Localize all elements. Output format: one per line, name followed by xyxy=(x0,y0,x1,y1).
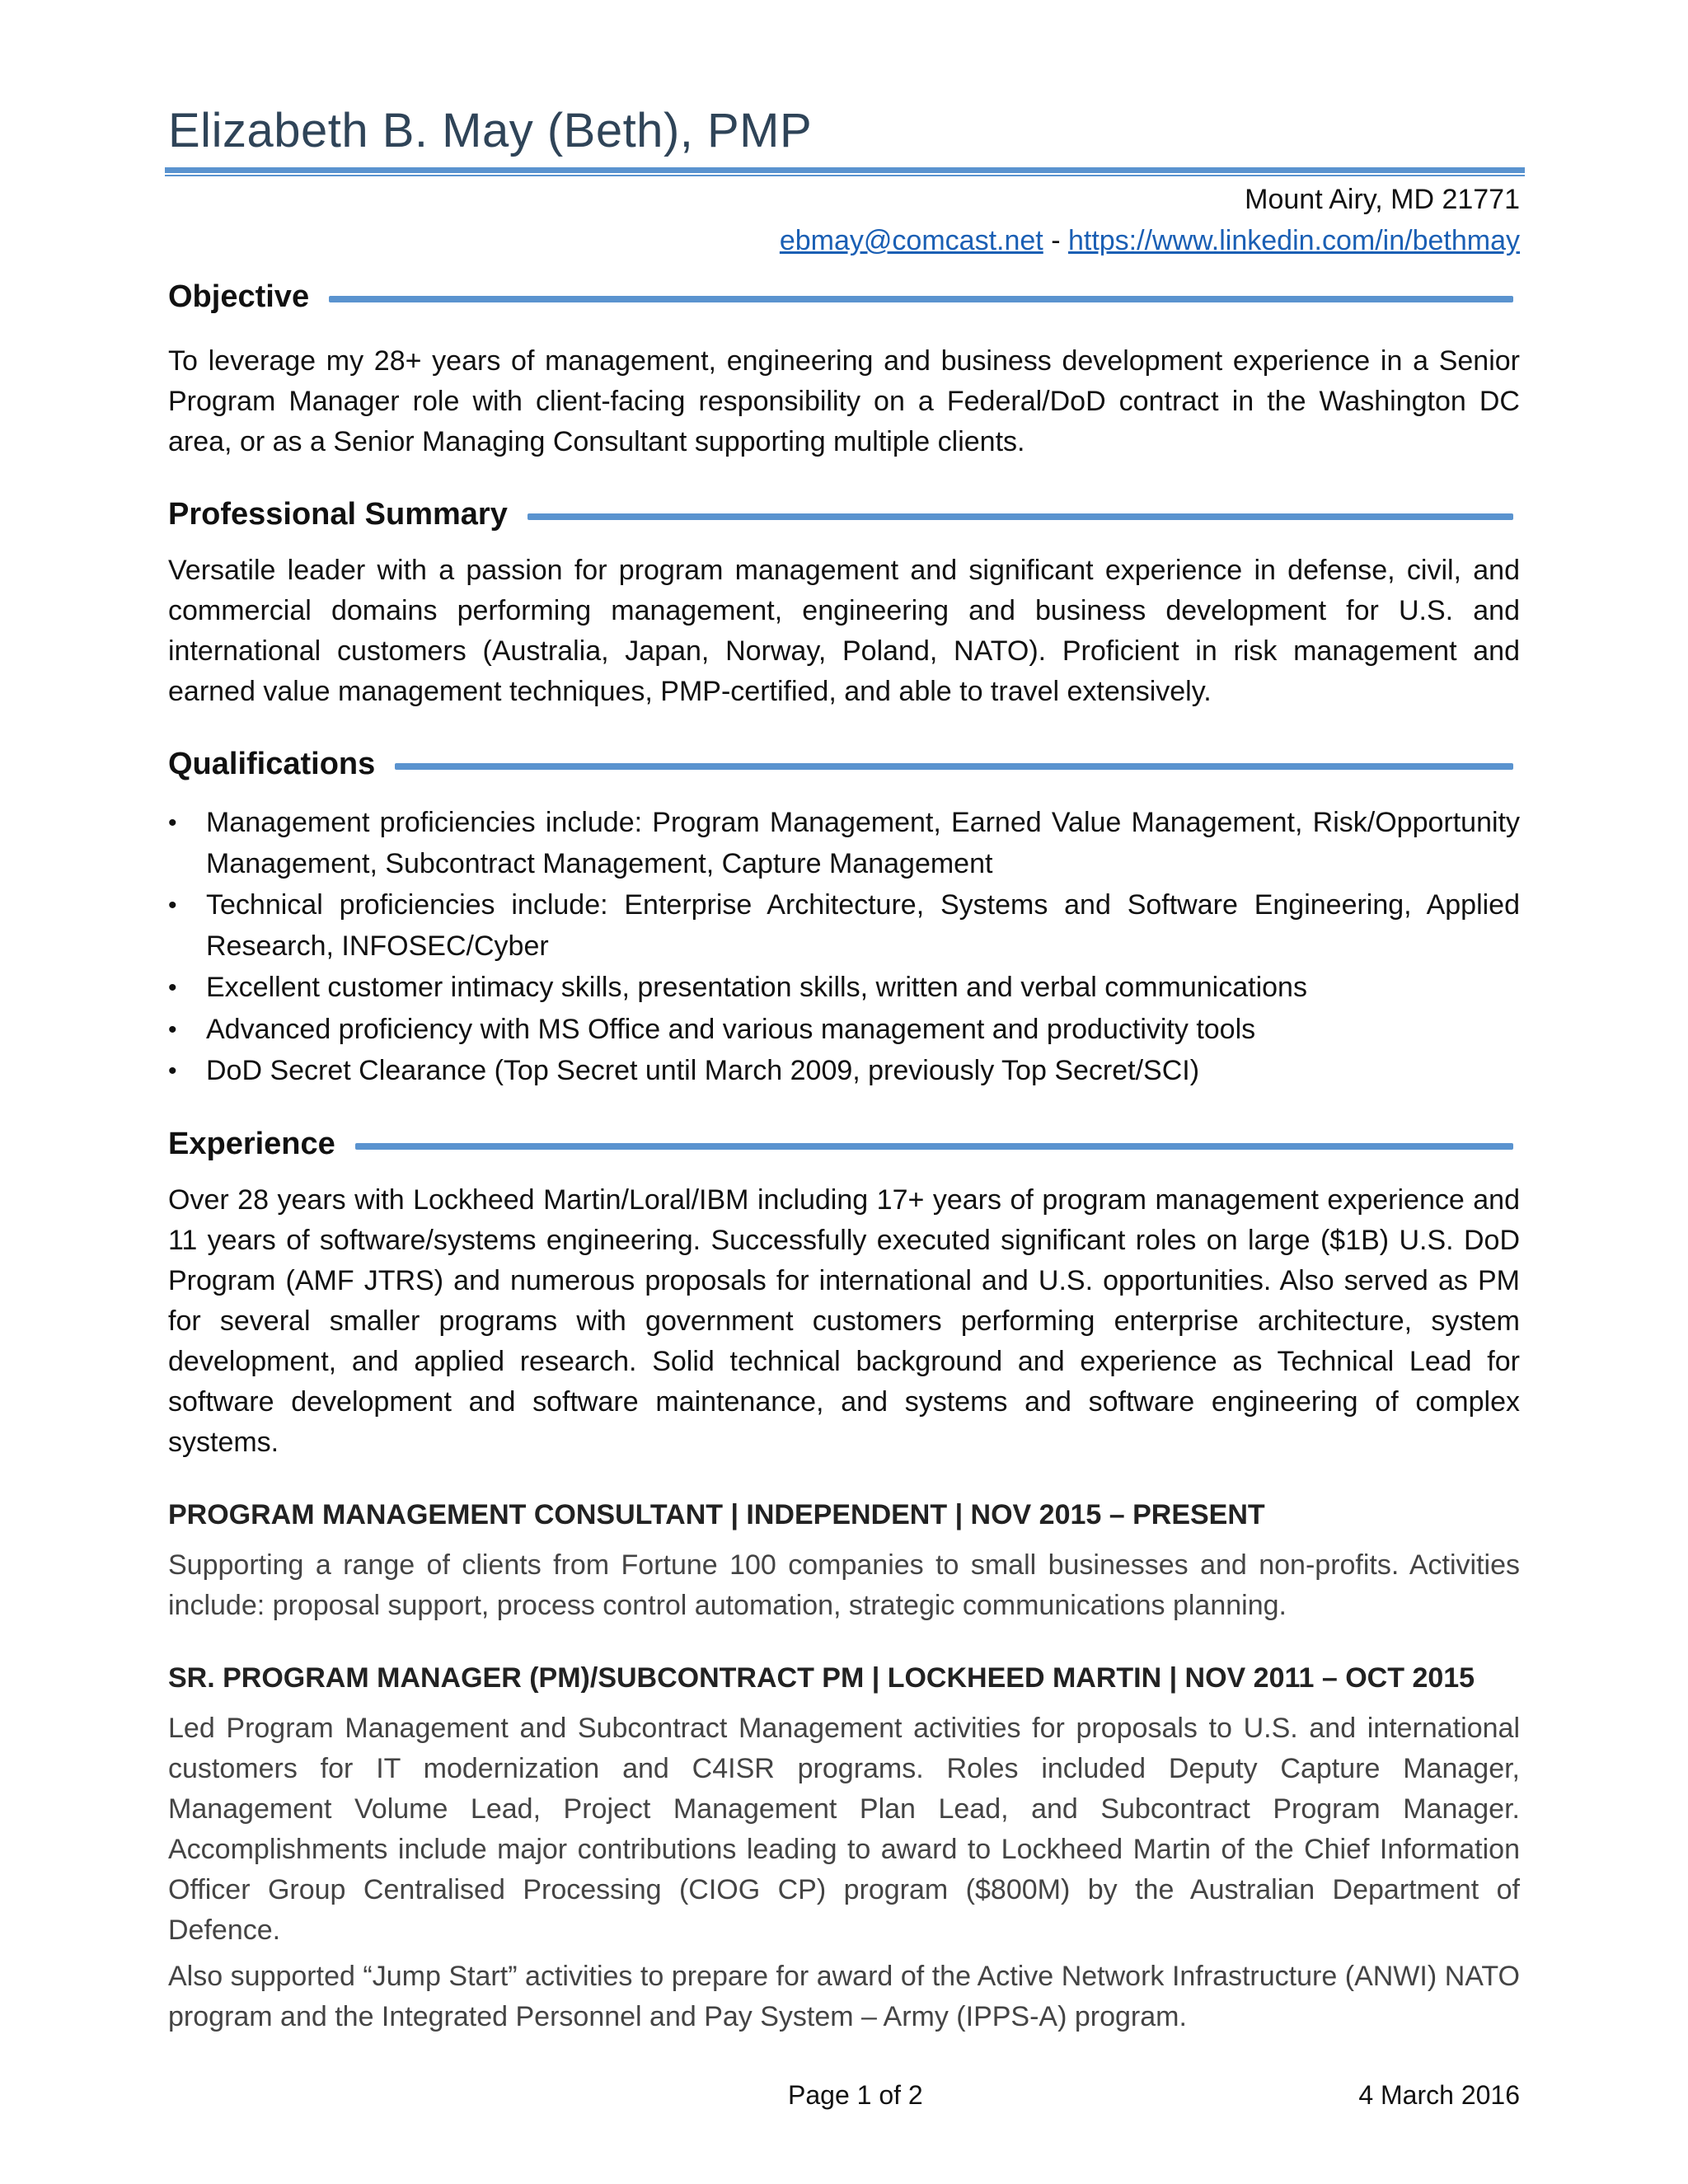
name-divider xyxy=(165,167,1525,176)
section-title: Objective xyxy=(168,279,310,314)
job-description: Supporting a range of clients from Fortune 100 companies to small businesses and non-profits. Activities include: proposal support, process control automation, strategic communications planning. xyxy=(168,1549,1520,1621)
list-item-text: Management proficiencies include: Program Management, Earned Value Management, Risk/Opportunity Management, Subcontract Management, Capture Management xyxy=(206,807,1520,879)
address: Mount Airy, MD 21771 xyxy=(1245,184,1520,215)
list-item xyxy=(168,803,1520,884)
job-description: Also supported “Jump Start” activities to prepare for award of the Active Network Infrastructure (ANWI) NATO program and the Integrated Personnel and Pay System – Army (IPPS-A) program. xyxy=(168,1961,1520,2032)
section-divider xyxy=(355,1143,1513,1150)
section-divider xyxy=(395,763,1513,770)
objective-text: To leverage my 28+ years of management, engineering and business development experience in a Senior Program Manager role with client-facing responsibility on a Federal/DoD contract in the Washington DC area, or as a Senior Managing Consultant supporting multiple clients. xyxy=(168,345,1520,457)
section-divider xyxy=(528,513,1513,520)
list-item xyxy=(168,968,1520,1009)
page-number: Page 1 of 2 xyxy=(788,2080,923,2110)
qualifications-heading xyxy=(168,746,1513,784)
list-item-text: DoD Secret Clearance (Top Secret until March 2009, previously Top Secret/SCI) xyxy=(206,1055,1200,1086)
section-divider xyxy=(329,296,1513,302)
list-item xyxy=(168,885,1520,967)
bullet-icon: • xyxy=(168,1015,177,1043)
qualifications-list xyxy=(168,803,1520,1093)
email-link[interactable]: ebmay@comcast.net xyxy=(779,225,1043,256)
job-description: Led Program Management and Subcontract Management activities for proposals to U.S. and international customers for IT modernization and C4ISR programs. Roles included Deputy Capture Manager, Management Volume Lead, Project Management Plan Lead, and Subcontract Program Manager. Accomplishments include major contributions leading to award to Lockheed Martin of the Chief Information Officer Group Centralised Processing (CIOG CP) program ($800M) by the Australian Department of Defence. xyxy=(168,1713,1520,1946)
experience-intro: Over 28 years with Lockheed Martin/Loral/IBM including 17+ years of program management experience and 11 years of software/systems engineering. Successfully executed significant roles on large ($1B) U.S. DoD Program (AMF JTRS) and numerous proposals for international and U.S. opportunities. Also served as PM for several smaller programs with government customers performing enterprise architecture, system development, and applied research. Solid technical background and experience as Technical Lead for software development and software maintenance, and systems and software engineering of complex systems. xyxy=(168,1184,1520,1458)
bullet-icon: • xyxy=(168,1057,177,1085)
section-title: Experience xyxy=(168,1127,335,1161)
list-item xyxy=(168,1010,1520,1051)
bullet-icon: • xyxy=(168,892,177,919)
document-date: 4 March 2016 xyxy=(1358,2080,1520,2110)
bullet-icon: • xyxy=(168,974,177,1001)
contact-separator: - xyxy=(1051,225,1061,256)
summary-text: Versatile leader with a passion for program management and significant experience in defense, civil, and commercial domains performing management, engineering and business development for U.S. and international customers (Australia, Japan, Norway, Poland, NATO). Proficient in risk management and earned value management techniques, PMP-certified, and able to travel extensively. xyxy=(168,555,1520,707)
list-item-text: Advanced proficiency with MS Office and various management and productivity tools xyxy=(206,1013,1256,1045)
bullet-icon: • xyxy=(168,809,177,837)
job-title: SR. PROGRAM MANAGER (PM)/SUBCONTRACT PM | LOCKHEED MARTIN | NOV 2011 – OCT 2015 xyxy=(168,1662,1475,1694)
list-item-text: Technical proficiencies include: Enterprise Architecture, Systems and Software Engineering, Applied Research, INFOSEC/Cyber xyxy=(206,889,1520,962)
list-item xyxy=(168,1051,1520,1092)
section-title: Qualifications xyxy=(168,747,376,781)
linkedin-link[interactable]: https://www.linkedin.com/in/bethmay xyxy=(1067,225,1520,256)
summary-heading xyxy=(168,496,1513,534)
contact-links xyxy=(780,223,1520,259)
list-item-text: Excellent customer intimacy skills, presentation skills, written and verbal communications xyxy=(206,972,1307,1003)
job-title: PROGRAM MANAGEMENT CONSULTANT | INDEPENDENT | NOV 2015 – PRESENT xyxy=(168,1499,1265,1530)
experience-heading xyxy=(168,1126,1513,1164)
candidate-name: Elizabeth B. May (Beth), PMP xyxy=(168,104,813,157)
section-title: Professional Summary xyxy=(168,497,508,532)
objective-heading xyxy=(168,279,1513,316)
